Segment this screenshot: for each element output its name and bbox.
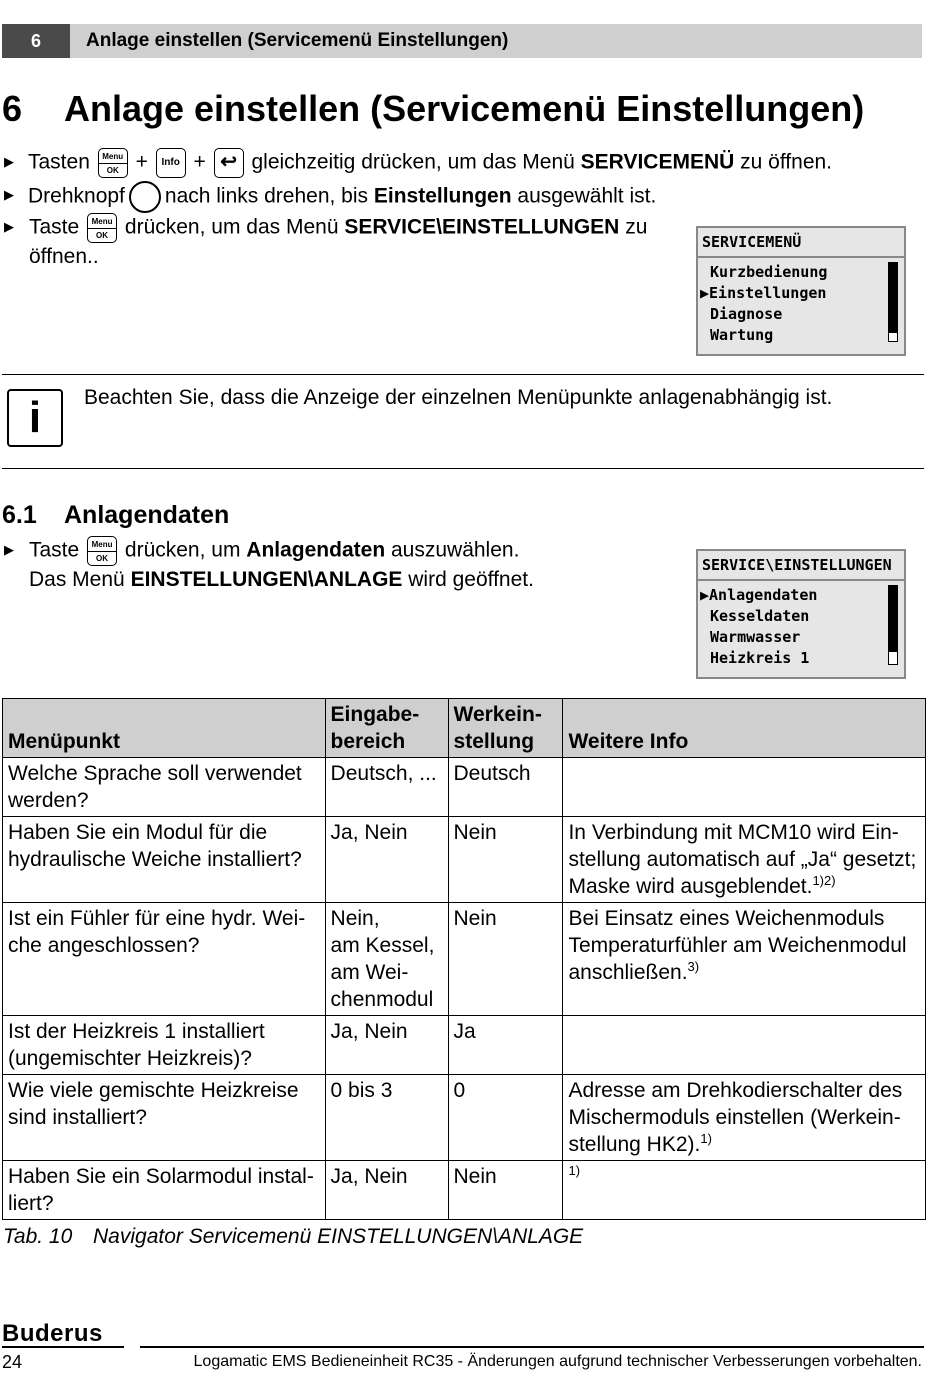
table-row — [3, 1016, 926, 1075]
lcd-menu-item: Wartung — [710, 326, 774, 344]
lcd-scrollbar — [888, 262, 898, 342]
table-cell: 0 — [448, 1075, 563, 1161]
table-cell: Deutsch — [448, 758, 563, 817]
table-cell: Ist der Heizkreis 1 installiert (ungemischter Heizkreis)? — [3, 1016, 326, 1075]
table-cell — [563, 1161, 926, 1220]
table-cell: Ja, Nein — [325, 1161, 448, 1220]
table-cell: Wie viele gemischte Heizkreise sind installiert? — [3, 1075, 326, 1161]
table-cell: In Verbindung mit MCM10 wird Ein-stellung automatisch auf „Ja“ gesetzt; Maske wird ausgeblendet.$^{1)2)}$ — [563, 817, 926, 903]
settings-table — [2, 698, 926, 1220]
page-title: 6 Anlage einstellen (Servicemenü Einstellungen) — [2, 88, 865, 129]
lcd-scrollbar — [888, 585, 898, 665]
table-row — [3, 903, 926, 1016]
table-cell: Nein — [448, 903, 563, 1016]
table-cell: Nein — [448, 1161, 563, 1220]
bullet-triangle-icon: ▶ — [4, 219, 14, 234]
table-cell — [563, 1016, 926, 1075]
table-row — [3, 817, 926, 903]
rotary-knob-icon — [129, 181, 161, 213]
table-cell: Ist ein Fühler für eine hydr. Wei-che angeschlossen? — [3, 903, 326, 1016]
lcd-menu-item: Heizkreis 1 — [710, 649, 810, 667]
table-caption: Tab. 10 Navigator Servicemenü EINSTELLUNGEN\ANLAGE — [3, 1225, 584, 1248]
lcd-menu-item: Warmwasser — [710, 628, 801, 646]
table-cell: Nein — [448, 817, 563, 903]
table-row — [3, 758, 926, 817]
table-cell: Ja — [448, 1016, 563, 1075]
footer-text: Logamatic EMS Bedieneinheit RC35 - Änderungen aufgrund technischer Verbesserungen vorbehalten. — [193, 1353, 922, 1370]
table-header-cell: Eingabe- bereich — [325, 699, 448, 758]
table-cell: Adresse am Drehkodierschalter des Mischermoduls einstellen (Werkein-stellung HK2).$^{1)}$ — [563, 1075, 926, 1161]
chapter-number-tab: 6 — [2, 24, 70, 58]
table-cell: 0 bis 3 — [325, 1075, 448, 1161]
table-cell: Deutsch, ... — [325, 758, 448, 817]
step-4: ▶ Taste Menu OK drücken, um Anlagendaten auszuwählen. Das Menü EINSTELLUNGEN\ANLAGE wird geöffnet. — [4, 536, 674, 594]
menu-ok-key-icon: Menu OK — [87, 536, 117, 566]
lcd-title: SERVICE\EINSTELLUNGEN — [698, 551, 904, 581]
table-cell: Haben Sie ein Modul für die hydraulische Weiche installiert? — [3, 817, 326, 903]
info-key-icon: Info — [156, 148, 186, 178]
footnote-mark: 3) — [687, 959, 700, 974]
info-icon: i — [7, 389, 63, 447]
table-cell: Nein, am Kessel, am Wei-chenmodul — [325, 903, 448, 1016]
bullet-triangle-icon: ▶ — [4, 542, 14, 557]
section-heading: 6.1 Anlagendaten — [2, 501, 230, 529]
footnote-mark: 1)2) — [812, 873, 836, 888]
lcd-menu-item: ▶Einstellungen — [700, 284, 827, 302]
bullet-triangle-icon: ▶ — [4, 154, 14, 169]
footnote-mark: 1) — [700, 1131, 712, 1146]
table-cell: Haben Sie ein Solarmodul instal-liert? — [3, 1161, 326, 1220]
lcd-menu-item: Kesseldaten — [710, 607, 810, 625]
menu-ok-key-icon: Menu OK — [98, 148, 128, 178]
table-row — [3, 1075, 926, 1161]
footnote-mark: 1) — [568, 1163, 581, 1178]
table-cell: Welche Sprache soll verwendet werden? — [3, 758, 326, 817]
lcd-display-einstellungen — [696, 549, 906, 679]
divider — [2, 468, 924, 469]
step-3: ▶ Taste Menu OK drücken, um das Menü SERVICE\EINSTELLUNGEN zu öffnen.. — [4, 213, 674, 271]
menu-ok-key-icon: Menu OK — [87, 213, 117, 243]
lcd-display-servicemenu — [696, 226, 906, 356]
lcd-menu-item: Kurzbedienung — [710, 263, 828, 281]
table-header-cell: Werkein- stellung — [448, 699, 563, 758]
lcd-title: SERVICEMENÜ — [698, 228, 904, 258]
lcd-menu-item: Diagnose — [710, 305, 783, 323]
table-cell — [563, 758, 926, 817]
running-header-title: Anlage einstellen (Servicemenü Einstellungen) — [86, 30, 509, 51]
buderus-logo: Buderus — [2, 1320, 103, 1347]
running-header — [2, 24, 922, 58]
table-cell: Ja, Nein — [325, 1016, 448, 1075]
back-key-icon: ↩ — [214, 148, 244, 178]
page-number: 24 — [2, 1352, 23, 1372]
table-row — [3, 1161, 926, 1220]
step-1: ▶ Tasten Menu OK + Info + ↩ gleichzeitig drücken, um das Menü SERVICEMENÜ zu öffnen. — [4, 148, 832, 178]
table-cell: Bei Einsatz eines Weichenmoduls Temperaturfühler am Weichenmodul anschließen.$^{3)}$ — [563, 903, 926, 1016]
lcd-menu-item: ▶Anlagendaten — [700, 586, 818, 604]
table-header-cell: Menüpunkt — [3, 699, 326, 758]
bullet-triangle-icon: ▶ — [4, 187, 14, 202]
step-2: ▶ Drehknopf nach links drehen, bis Einstellungen ausgewählt ist. — [4, 181, 656, 213]
table-header-cell: Weitere Info — [563, 699, 926, 758]
table-cell: Ja, Nein — [325, 817, 448, 903]
info-note: Beachten Sie, dass die Anzeige der einzelnen Menüpunkte anlagenabhängig ist. — [84, 386, 833, 409]
divider — [2, 374, 924, 375]
